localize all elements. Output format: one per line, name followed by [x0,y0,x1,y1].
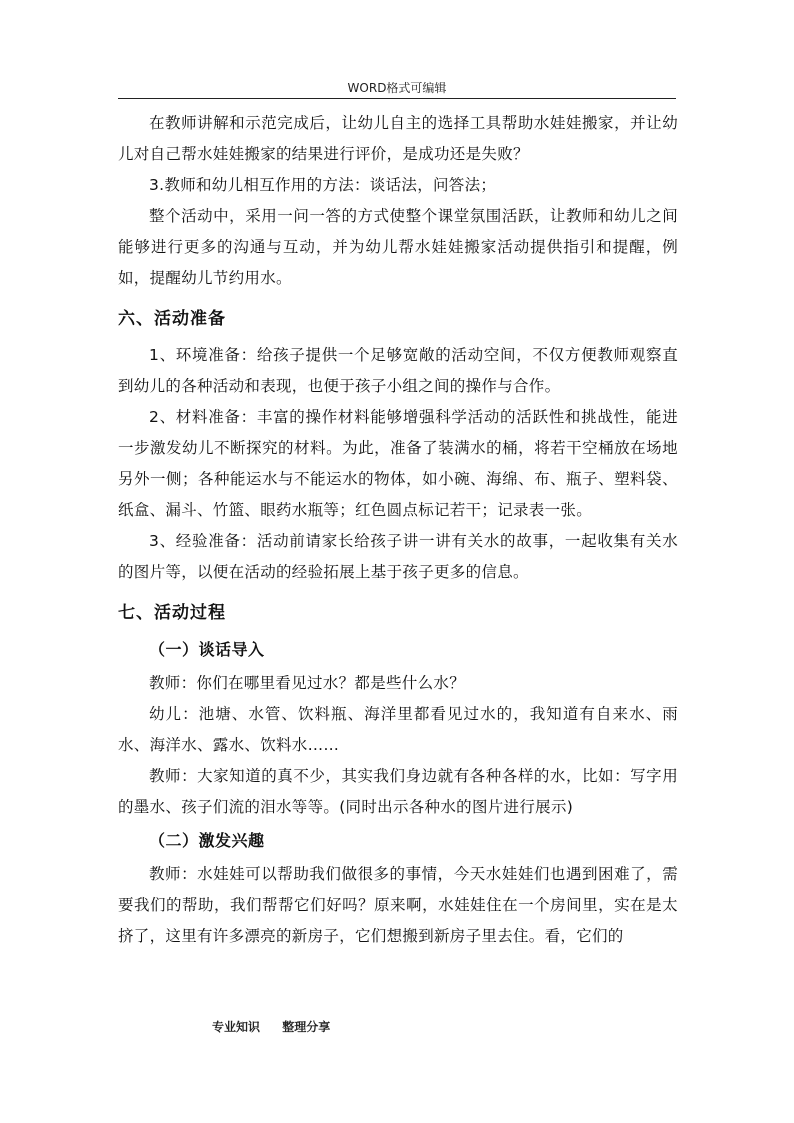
footer-left-text: 专业知识 [212,1020,261,1034]
section-heading: 七、活动过程 [118,603,226,623]
paragraph: 教师：大家知道的真不少，其实我们身边就有各种各样的水，比如：写字用的墨水、孩子们流的泪水等等。(同时出示各种水的图片进行展示) [118,767,678,816]
paragraph: 1、环境准备：给孩子提供一个足够宽敞的活动空间，不仅方便教师观察直到幼儿的各种活动和表现，也便于孩子小组之间的操作与合作。 [118,346,678,395]
section-heading: 六、活动准备 [118,309,226,329]
paragraph: 3.教师和幼儿相互作用的方法：谈话法，问答法； [149,176,497,194]
paragraph: 教师：水娃娃可以帮助我们做很多的事情，今天水娃娃们也遇到困难了，需要我们的帮助，我们帮帮它们好吗？原来啊，水娃娃住在一个房间里，实在是太挤了，这里有许多漂亮的新房子，它们想搬到新房子里去住。看，它们的 [118,865,678,945]
paragraph: 整个活动中，采用一问一答的方式使整个课堂氛围活跃，让教师和幼儿之间能够进行更多的沟通与互动，并为幼儿帮水娃娃搬家活动提供指引和提醒，例如，提醒幼儿节约用水。 [118,207,678,287]
page-footer [212,1018,348,1035]
subsection-heading: （一）谈话导入 [149,640,265,659]
paragraph: 2、材料准备：丰富的操作材料能够增强科学活动的活跃性和挑战性，能进一步激发幼儿不断探究的材料。为此，准备了装满水的桶，将若干空桶放在场地另外一侧；各种能运水与不能运水的物体，如小碗、海绵、布、瓶子、塑料袋、纸盒、漏斗、竹篮、眼药水瓶等；红色圆点标记若干；记录表一张。 [118,408,678,519]
footer-right-text: 整理分享 [282,1020,331,1034]
paragraph: 教师：你们在哪里看见过水？都是些什么水？ [149,674,466,692]
header-divider [118,98,676,99]
document-body [118,108,678,952]
page-header: WORD格式可编辑 [347,81,447,95]
paragraph: 在教师讲解和示范完成后，让幼儿自主的选择工具帮助水娃娃搬家，并让幼儿对自己帮水娃娃搬家的结果进行评价，是成功还是失败？ [118,114,678,163]
paragraph: 幼儿：池塘、水管、饮料瓶、海洋里都看见过水的，我知道有自来水、雨水、海洋水、露水、饮料水…… [118,705,678,754]
subsection-heading: （二）激发兴趣 [149,831,265,850]
paragraph: 3、经验准备：活动前请家长给孩子讲一讲有关水的故事，一起收集有关水的图片等，以便在活动的经验拓展上基于孩子更多的信息。 [118,532,678,581]
